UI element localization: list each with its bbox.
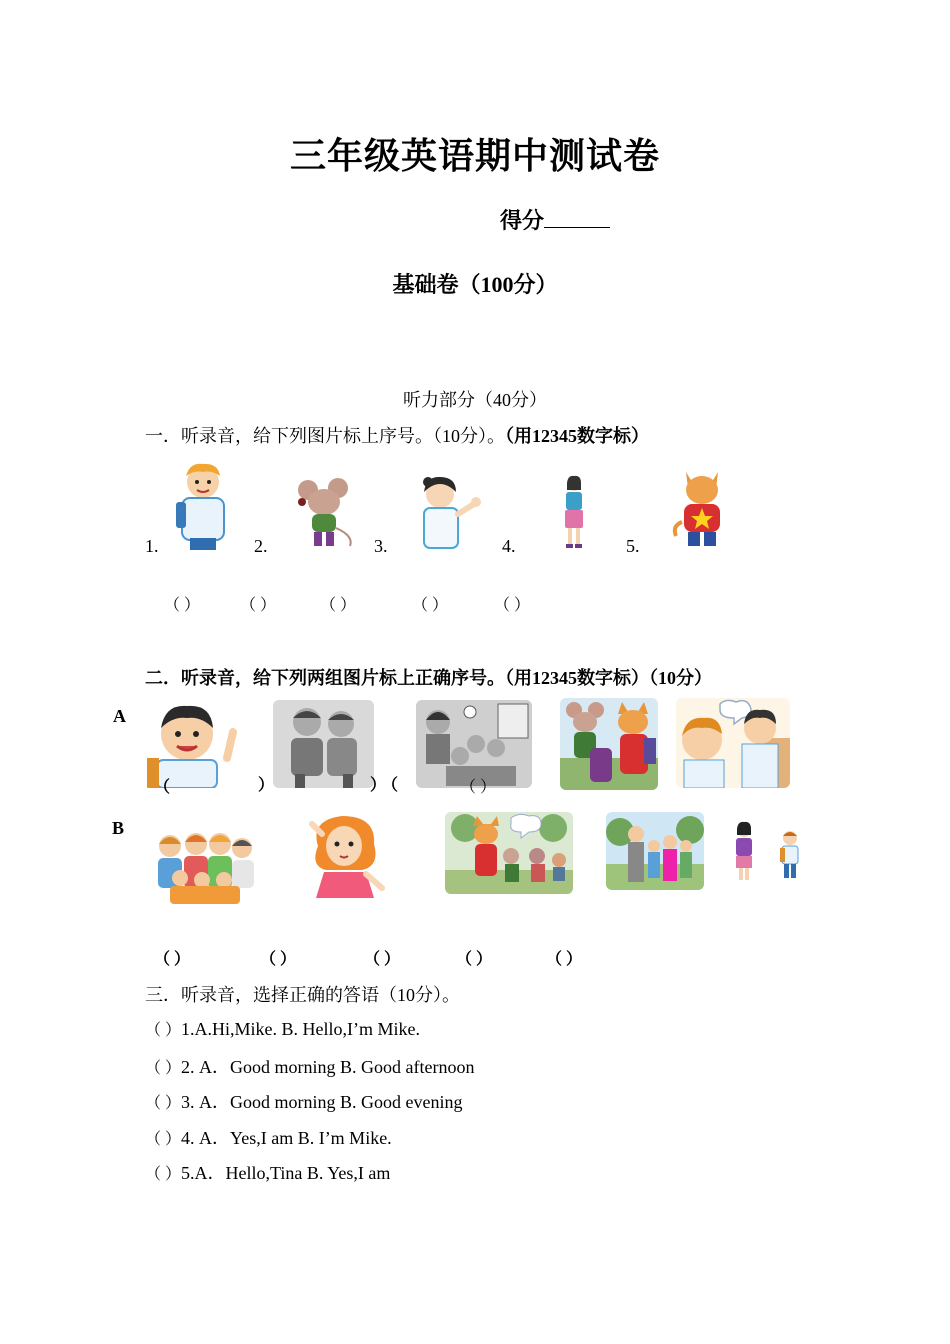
s1-item-4-label: 4. <box>502 536 516 556</box>
score-label: 得分 <box>500 208 545 233</box>
s3-answer-paren-4[interactable]: （ ） <box>145 1131 182 1148</box>
s3-question-5-text: 5.A．Hello,Tina B. Yes,I am <box>181 1163 391 1183</box>
s3-answer-paren-3[interactable]: （ ） <box>145 1095 182 1112</box>
section1-prompt <box>145 422 649 448</box>
s3-question-3-text: 3. A．Good morning B. Good evening <box>181 1092 463 1112</box>
score-line <box>500 204 610 235</box>
s3-question-2-text: 2. A．Good morning B. Good afternoon <box>181 1057 475 1077</box>
s3-question-2 <box>145 1053 474 1079</box>
row-a-paren-1[interactable]: （ <box>154 779 171 796</box>
s1-item-3-label: 3. <box>374 536 388 556</box>
row-a-two-boys-talking-image <box>676 698 790 788</box>
section1-prompt-note: （用12345数字标） <box>505 426 649 446</box>
row-a-mouse-and-cat-image <box>560 698 658 790</box>
score-blank[interactable] <box>544 207 610 228</box>
s3-question-1-text: 1.A.Hi,Mike. B. Hello,I’m Mike. <box>181 1019 420 1039</box>
s1-item-5-label: 5. <box>626 536 640 556</box>
s1-answer-3[interactable]: （ ） <box>320 597 357 614</box>
row-a-paren-3[interactable]: ） <box>370 777 387 794</box>
s3-question-3 <box>145 1088 463 1114</box>
boy-waving-image <box>172 460 234 552</box>
s3-question-5 <box>145 1159 390 1185</box>
row-b-family-group-image <box>150 826 260 906</box>
row-a-paren-5[interactable]: （ ） <box>460 779 497 796</box>
mouse-image <box>294 478 358 550</box>
s3-answer-paren-1[interactable]: （ ） <box>145 1022 182 1039</box>
row-b-label: B <box>112 818 125 838</box>
s1-answer-1[interactable]: （ ） <box>164 597 201 614</box>
row-b-paren-3[interactable]: （ ） <box>364 951 401 968</box>
row-b-paren-4[interactable]: （ ） <box>456 951 493 968</box>
row-b-two-kids-image <box>730 820 804 884</box>
row-b-animals-scene-image <box>445 812 573 894</box>
listening-heading: 听力部分（40分） <box>403 390 547 410</box>
paper-subtitle: 基础卷（100分） <box>392 272 558 297</box>
cat-image <box>672 466 732 550</box>
row-b-paren-5[interactable]: （ ） <box>546 951 583 968</box>
girl-standing-image <box>558 474 590 550</box>
row-b-family-park-image <box>606 812 704 890</box>
s3-answer-paren-5[interactable]: （ ） <box>145 1166 182 1183</box>
row-b-paren-1[interactable]: （ ） <box>154 951 191 968</box>
s1-answer-2[interactable]: （ ） <box>240 597 277 614</box>
row-a-label: A <box>113 706 126 726</box>
page-title: 三年级英语期中测试卷 <box>289 136 660 176</box>
s3-question-4-text: 4. A．Yes,I am B. I’m Mike. <box>181 1128 392 1148</box>
girl-waving-image <box>414 474 486 550</box>
s3-answer-paren-2[interactable]: （ ） <box>145 1060 182 1077</box>
s1-item-2-label: 2. <box>254 536 268 556</box>
row-a-paren-2[interactable]: ） <box>258 777 275 794</box>
row-a-paren-4[interactable]: （ <box>382 777 399 794</box>
s3-question-4 <box>145 1124 392 1150</box>
s1-item-1-label: 1. <box>145 536 159 556</box>
s3-question-1 <box>145 1017 420 1040</box>
row-b-girl-thinking-image <box>302 812 388 898</box>
s1-answer-5[interactable]: （ ） <box>494 597 531 614</box>
row-b-paren-2[interactable]: （ ） <box>260 951 297 968</box>
row-a-two-kids-bw-image <box>273 700 374 788</box>
section2-prompt: 二．听录音，给下列两组图片标上正确序号。（用12345数字标）（10分） <box>145 668 712 688</box>
section1-prompt-text: 一．听录音，给下列图片标上序号。（10分）。 <box>145 426 505 446</box>
s1-answer-4[interactable]: （ ） <box>412 597 449 614</box>
section3-prompt: 三．听录音，选择正确的答语（10分）。 <box>145 985 460 1005</box>
